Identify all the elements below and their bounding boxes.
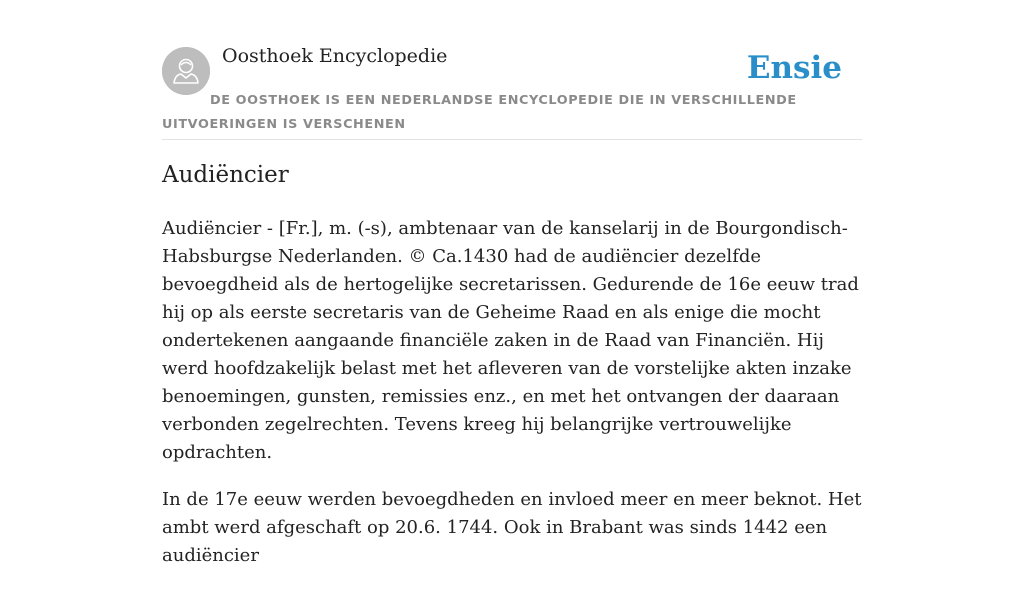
article-title: Audiëncier xyxy=(162,162,289,188)
article-paragraph: In de 17e eeuw werden bevoegdheden en invloed meer en meer beknot. Het ambt werd afgeschaft op 20.6. 1744. Ook in Brabant was sinds 1442 een audiëncier xyxy=(162,489,862,566)
site-name-link[interactable]: Oosthoek Encyclopedie xyxy=(222,45,448,67)
content-container xyxy=(162,0,862,566)
article-paragraph: Audiëncier - [Fr.], m. (-s), ambtenaar van de kanselarij in de Bourgondisch-Habsburgse Nederlanden. © Ca.1430 had de audiëncier dezelfde bevoegdheid als de hertogelijke secretarissen. Gedurende de 16e eeuw trad hij op als eerste secretaris van de Geheime Raad en als enige die mocht ondertekenen aangaande financiële zaken in de Raad van Financiën. Hij werd hoofdzakelijk belast met het afleveren van de vorstelijke akten inzake benoemingen, gunsten, remissies enz., en met het ontvangen der daaraan verbonden zegelrechten. Tevens kreeg hij belangrijke vertrouwelijke opdrachten. xyxy=(162,218,859,463)
user-avatar-icon[interactable] xyxy=(162,47,210,95)
brand-logo-link[interactable]: Ensie xyxy=(746,50,842,86)
site-header xyxy=(162,0,862,140)
site-tagline: DE OOSTHOEK IS EEN NEDERLANDSE ENCYCLOPEDIE DIE IN VERSCHILLENDE UITVOERINGEN IS VERSCHENEN xyxy=(162,93,797,132)
article-body xyxy=(162,215,862,589)
